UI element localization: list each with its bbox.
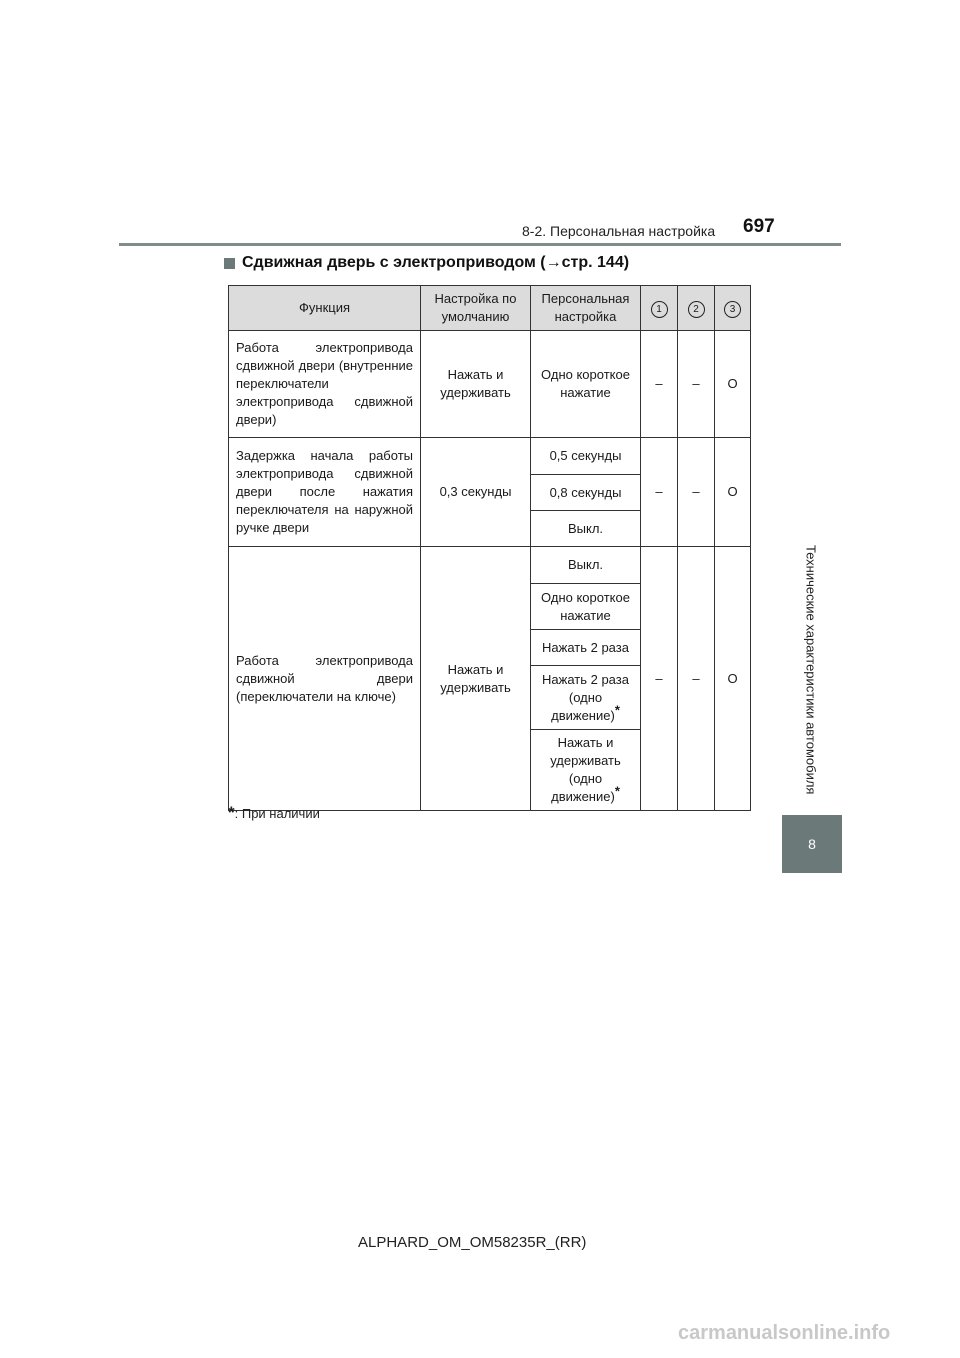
- section-heading-text: Сдвижная дверь с электроприводом (→стр. 144): [242, 254, 630, 271]
- row2-col2: –: [678, 438, 715, 547]
- row3-custom-5: [531, 730, 641, 811]
- row3-custom-1: Выкл.: [531, 547, 641, 584]
- row3-custom-5-text: Нажать и удерживать (одно движение): [550, 735, 621, 804]
- square-bullet-icon: [224, 258, 235, 269]
- page-header: [0, 0, 960, 250]
- watermark: carmanualsonline.info: [678, 1322, 891, 1344]
- header-custom: Персональная настройка: [531, 286, 641, 331]
- row1-col3: O: [715, 331, 751, 438]
- row3-col2: –: [678, 547, 715, 811]
- row1-col2: –: [678, 331, 715, 438]
- asterisk-mark: *: [614, 783, 620, 799]
- circled-3-icon: 3: [724, 301, 741, 318]
- chapter-title: Технические характеристики автомобиля: [803, 545, 819, 795]
- table-row: [229, 331, 751, 438]
- circled-1-icon: 1: [651, 301, 668, 318]
- row3-custom-4: [531, 666, 641, 730]
- header-col2: [678, 286, 715, 331]
- row3-custom-4-text: Нажать 2 раза (одно движение): [542, 671, 629, 723]
- document-code: ALPHARD_OM_OM58235R_(RR): [358, 1234, 587, 1251]
- header-function: Функция: [229, 286, 421, 331]
- header-col3: [715, 286, 751, 331]
- footnote: [228, 803, 320, 823]
- chapter-tab: [782, 815, 842, 873]
- page-number: 697: [743, 216, 775, 237]
- chapter-number: 8: [808, 836, 816, 852]
- header-default: Настройка по умолчанию: [421, 286, 531, 331]
- footnote-text: : При наличии: [234, 806, 320, 821]
- row2-col1: –: [641, 438, 678, 547]
- row1-function: Работа электропривода сдвижной двери (внутренние переключатели электропривода сдвижной двери): [229, 331, 421, 438]
- row3-custom-3: Нажать 2 раза: [531, 630, 641, 666]
- row1-custom: Одно короткое нажатие: [531, 331, 641, 438]
- header-col1: [641, 286, 678, 331]
- row1-col1: –: [641, 331, 678, 438]
- settings-table: [228, 285, 751, 811]
- row2-custom-2: 0,8 секунды: [531, 475, 641, 511]
- footnote-asterisk: *: [228, 803, 235, 822]
- row2-custom-1: 0,5 секунды: [531, 438, 641, 475]
- row1-default: Нажать и удерживать: [421, 331, 531, 438]
- section-heading: [224, 254, 629, 272]
- row2-custom-3: Выкл.: [531, 511, 641, 547]
- table-header-row: [229, 286, 751, 331]
- row3-col3: O: [715, 547, 751, 811]
- circled-2-icon: 2: [688, 301, 705, 318]
- row3-col1: –: [641, 547, 678, 811]
- table-row: [229, 438, 751, 475]
- asterisk-mark: *: [614, 702, 620, 718]
- row2-function: Задержка начала работы электропривода сдвижной двери после нажатия переключателя на наружной ручке двери: [229, 438, 421, 547]
- row2-col3: O: [715, 438, 751, 547]
- row2-default: 0,3 секунды: [421, 438, 531, 547]
- chapter-title-vertical: [800, 540, 822, 800]
- row3-default: Нажать и удерживать: [421, 547, 531, 811]
- row3-function: Работа электропривода сдвижной двери (переключатели на ключе): [229, 547, 421, 811]
- row3-custom-2: Одно короткое нажатие: [531, 584, 641, 630]
- header-rule: [119, 243, 841, 246]
- table-row: [229, 547, 751, 584]
- section-label: 8-2. Персональная настройка: [522, 223, 716, 239]
